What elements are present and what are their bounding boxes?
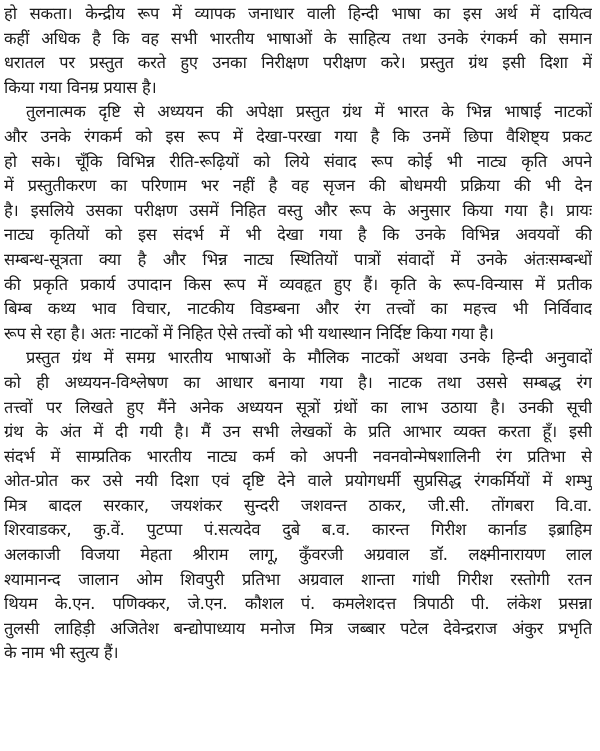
text-line: सम्बन्ध-सूत्रता क्या है और भिन्न नाट्य स्थितियों पात्रों संवादों में उनके अंतःसम्बन्धों: [4, 249, 592, 269]
text-line: नाट्य कृतियों को इस संदर्भ में भी देखा गया है कि उनके विभिन्न अवयवों की: [4, 225, 592, 245]
text-line: है। इसलिये उसका परीक्षण उसमें निहित वस्तु और रूप के अनुसार किया गया है। प्रायः: [4, 200, 592, 220]
text-line: और उनके रंगकर्म को इस रूप में देखा-परखा गया है कि उनमें छिपा वैशिष्ट्य प्रकट: [4, 126, 592, 146]
text-line: की प्रकृति प्रकार्य उपादान किस रूप में व्यवहृत हुए हैं। कृति के रूप-विन्यास में प्रतीक: [4, 274, 592, 294]
text-line: हो सके। चूँकि विभिन्न रीति-रूढ़ियों को लिये संवाद रूप कोई भी नाट्य कृति अपने: [4, 151, 592, 171]
text-line: धरातल पर प्रस्तुत करते हुए उनका निरीक्षण परीक्षण करे। प्रस्तुत ग्रंथ इसी दिशा में: [4, 53, 592, 73]
paragraph-2: [4, 100, 592, 346]
paragraph-3: [4, 346, 592, 666]
text-line: बिम्ब कथ्य भाव विचार, नाटकीय विडम्बना और रंग तत्त्वों का महत्त्व भी निर्विवाद: [4, 299, 592, 319]
text-line: किया गया विनम्र प्रयास है।: [4, 77, 157, 97]
text-line: को ही अध्ययन-विश्लेषण का आधार बनाया गया है। नाटक तथा उससे सम्बद्ध रंग: [4, 372, 592, 392]
text-line: के नाम भी स्तुत्य हैं।: [4, 643, 119, 663]
text-line: तुलसी लाहिड़ी अजितेश बन्द्योपाध्याय मनोज मित्र जब्बार पटेल देवेन्द्रराज अंकुर प्रभृति: [4, 618, 592, 638]
text-line: संदर्भ में साम्प्रतिक भारतीय नाट्य कर्म को अपनी नवनवोन्मेषशालिनी रंग प्रतिभा से: [4, 446, 592, 466]
text-line: हो सकता। केन्द्रीय रूप में व्यापक जनाधार वाली हिन्दी भाषा का इस अर्थ में दायित्व: [4, 4, 592, 23]
text-line: ओत-प्रोत कर उसे नयी दिशा एवं दृष्टि देने वाले प्रयोगधर्मी सुप्रसिद्ध रंगकर्मियों में शम्भु: [4, 471, 592, 491]
text-line: ग्रंथ के अंत में दी गयी है। मैं उन सभी लेखकों के प्रति आभार व्यक्त करता हूँ। इसी: [4, 422, 592, 442]
text-line: थियम के.एन. पणिक्कर, जे.एन. कौशल पं. कमलेशदत्त त्रिपाठी पी. लंकेश प्रसन्ना: [4, 594, 592, 614]
text-line: प्रस्तुत ग्रंथ में समग्र भारतीय भाषाओं के मौलिक नाटकों अथवा उनके हिन्दी अनुवादों: [26, 348, 592, 368]
text-line: शिरवाडकर, कु.वें. पुटप्पा पं.सत्यदेव दुबे ब.व. कारन्त गिरीश कार्नाड इब्राहिम: [4, 520, 592, 540]
paragraph-1: [4, 2, 592, 100]
text-line: तत्त्वों पर लिखते हुए मैंने अनेक अध्ययन सूत्रों ग्रंथों का लाभ उठाया है। उनकी सूची: [4, 397, 592, 417]
text-line: मित्र बादल सरकार, जयशंकर सुन्दरी जशवन्त ठाकर, जी.सी. तोंगबरा वि.वा.: [4, 495, 592, 515]
text-line: श्यामानन्द जालान ओम शिवपुरी प्रतिभा अग्रवाल शान्ता गांधी गिरीश रस्तोगी रतन: [4, 569, 592, 589]
text-line: रूप से रहा है। अतः नाटकों में निहित ऐसे तत्त्वों को भी यथास्थान निर्दिष्ट किया गया है।: [4, 323, 494, 343]
text-line: में प्रस्तुतीकरण का परिणाम भर नहीं है वह सृजन की बोधमयी प्रक्रिया की भी देन: [4, 176, 592, 196]
text-line: तुलनात्मक दृष्टि से अध्ययन की अपेक्षा प्रस्तुत ग्रंथ में भारत के भिन्न भाषाई नाटकों: [26, 102, 592, 122]
text-line: कहीं अधिक है कि वह सभी भारतीय भाषाओं के साहित्य तथा उनके रंगकर्म को समान: [4, 28, 592, 48]
text-line: अलकाजी विजया मेहता श्रीराम लागू, कुँवरजी अग्रवाल डॉ. लक्ष्मीनारायण लाल: [4, 545, 592, 565]
